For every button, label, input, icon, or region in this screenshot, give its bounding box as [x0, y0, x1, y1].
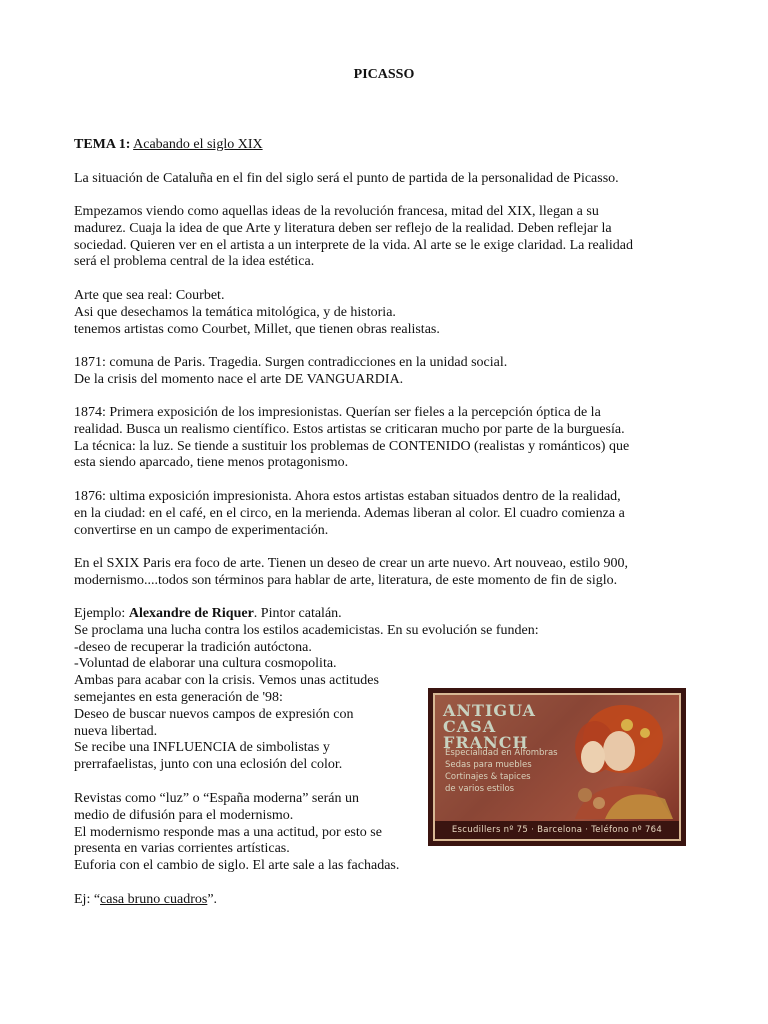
- paragraph-courbet: [74, 288, 694, 338]
- paragraph-intro: La situación de Cataluña en el fin del siglo será el punto de partida de la personalidad de Picasso.: [74, 171, 619, 186]
- text-line: esta siendo aparcado, tiene menos protagonismo.: [74, 455, 349, 471]
- text-line: modernismo....todos son términos para hablar de arte, literatura, de este momento de fin de siglo.: [74, 572, 618, 588]
- paragraph-1874: [74, 405, 694, 472]
- text-line: Ambas para acabar con la crisis. Vemos unas actitudes: [74, 673, 379, 689]
- text-line: semejantes en esta generación de '98:: [74, 689, 283, 705]
- text-line: madurez. Cuaja la idea de que Arte y literatura deben ser reflejo de la realidad. Deben reflejar la: [74, 220, 612, 236]
- text-line: Deseo de buscar nuevos campos de expresión con: [74, 706, 354, 722]
- woman-figure-illustration: [555, 699, 673, 819]
- text-line: La técnica: la luz. Se tiende a sustituir los problemas de CONTENIDO (realistas y románticos) que: [74, 438, 630, 454]
- tema-label: TEMA 1:: [74, 137, 131, 152]
- text-line: Se recibe una INFLUENCIA de simbolistas y: [74, 740, 330, 756]
- tema-heading: [74, 137, 694, 154]
- example-suffix: . Pintor catalán.: [253, 606, 342, 621]
- riquer-poster-image: [428, 688, 686, 846]
- poster-title: ANTIGUA CASA FRANCH: [443, 701, 536, 752]
- example-name: Alexandre de Riquer: [128, 606, 254, 621]
- text-line: En el SXIX Paris era foco de arte. Tienen un deseo de crear un arte nuevo. Art nouveao, estilo 900,: [74, 556, 629, 571]
- text-line: -Voluntad de elaborar una cultura cosmopolita.: [74, 656, 337, 672]
- text-line: 1871: comuna de Paris. Tragedia. Surgen contradicciones en la unidad social.: [74, 355, 508, 370]
- text-line: convertirse en un campo de experimentación.: [74, 522, 329, 538]
- text-line: Empezamos viendo como aquellas ideas de la revolución francesa, mitad del XIX, llegan a su: [74, 204, 599, 219]
- text-line: 1876: ultima exposición impresionista. Ahora estos artistas estaban situados dentro de la realidad,: [74, 489, 621, 504]
- text-line: presenta en varias corrientes artísticas.: [74, 841, 290, 857]
- casa-bruno-cuadros-link[interactable]: casa bruno cuadros: [100, 892, 208, 907]
- ej-suffix: ”.: [207, 892, 218, 907]
- poster-canvas: [433, 693, 681, 841]
- text-line: El modernismo responde mas a una actitud, por esto se: [74, 824, 382, 840]
- text-line: será el problema central de la idea estética.: [74, 254, 315, 270]
- text-line: Euforia con el cambio de siglo. El arte sale a las fachadas.: [74, 858, 400, 874]
- text-line: medio de difusión para el modernismo.: [74, 807, 294, 823]
- text-line: en la ciudad: en el café, en el circo, en la merienda. Ademas liberan al color. El cuadro comienza a: [74, 505, 625, 521]
- paragraph-1871: [74, 355, 694, 389]
- text-line: Revistas como “luz” o “España moderna” serán un: [74, 791, 359, 806]
- paragraph-revolucion: [74, 204, 694, 271]
- poster-text-block: [445, 747, 565, 795]
- text-line: realidad. Busca un realismo científico. Estos artistas se criticaran mucho por parte de la burguesía.: [74, 421, 625, 437]
- paragraph-ejemplo: [74, 892, 694, 909]
- paragraph-paris: [74, 556, 694, 590]
- text-line: nueva libertad.: [74, 723, 158, 739]
- example-line: [74, 606, 694, 623]
- text-line: Asi que desechamos la temática mitológica, y de historia.: [74, 304, 396, 320]
- text-line: De la crisis del momento nace el arte DE VANGUARDIA.: [74, 371, 404, 387]
- text-line: 1874: Primera exposición de los impresionistas. Querían ser fieles a la percepción óptica de la: [74, 405, 601, 420]
- text-line: sociedad. Quieren ver en el artista a un interprete de la vida. Al arte se le exige claridad. La realidad: [74, 237, 633, 253]
- example-prefix: Ejemplo:: [74, 606, 129, 621]
- text-line: Arte que sea real: Courbet.: [74, 288, 225, 303]
- poster-line: Especialidad en Alfombras: [445, 748, 558, 758]
- tema-title: Acabando el siglo XIX: [133, 137, 263, 152]
- ej-prefix: Ej: “: [74, 892, 101, 907]
- poster-line: Sedas para muebles: [445, 760, 532, 770]
- text-line: -deseo de recuperar la tradición autóctona.: [74, 639, 312, 655]
- text-line: tenemos artistas como Courbet, Millet, que tienen obras realistas.: [74, 321, 440, 337]
- paragraph-1876: [74, 489, 694, 539]
- text-line: prerrafaelistas, junto con una eclosión del color.: [74, 757, 343, 773]
- poster-footer: Escudillers nº 75 · Barcelona · Teléfono nº 764: [435, 821, 679, 839]
- poster-line: Cortinajes & tapices: [445, 772, 531, 782]
- text-line: Se proclama una lucha contra los estilos academicistas. En su evolución se funden:: [74, 622, 539, 638]
- document-title: PICASSO: [353, 67, 415, 82]
- poster-line: de varios estilos: [445, 784, 515, 794]
